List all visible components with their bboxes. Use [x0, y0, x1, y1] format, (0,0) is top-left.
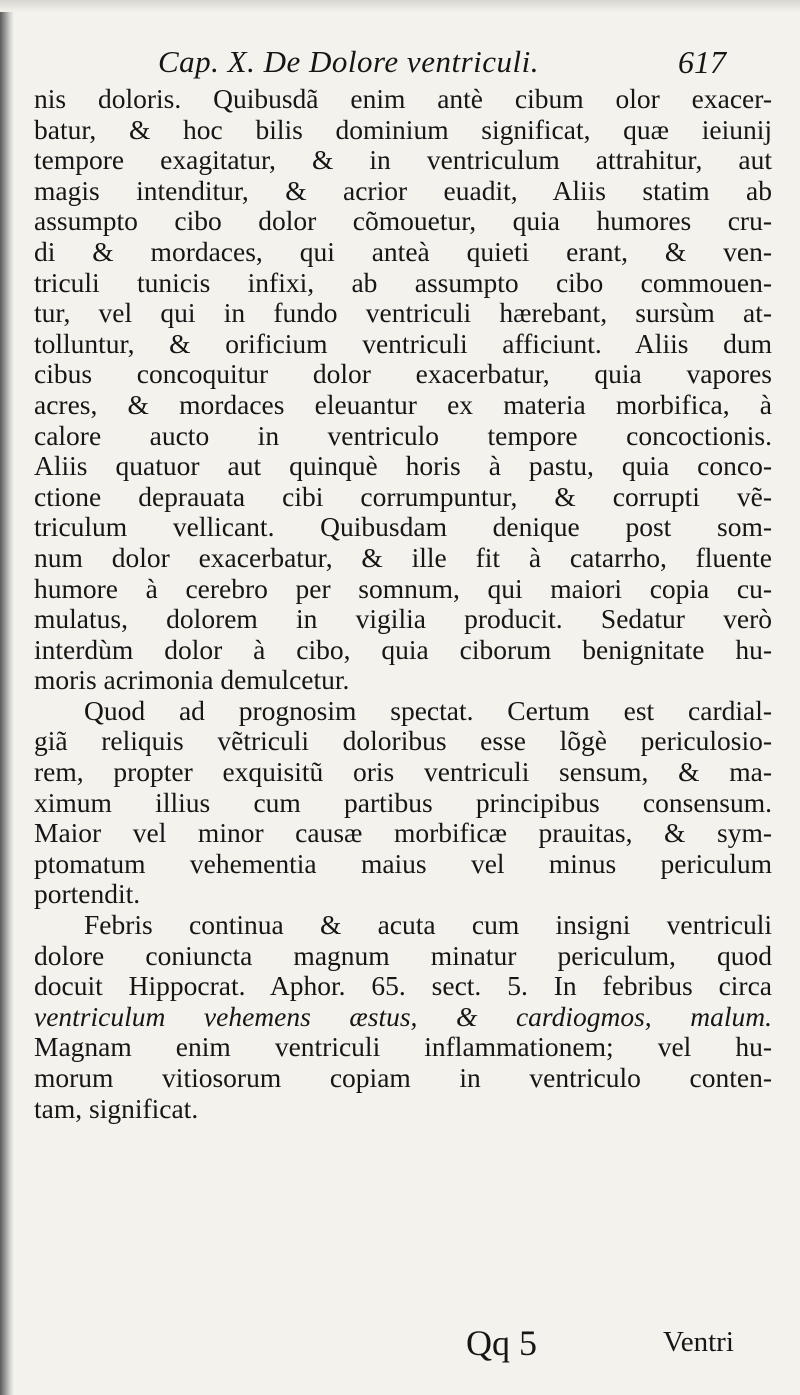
text-line: ximum illius cum partibus principibus consensum.	[34, 786, 772, 818]
running-head: Cap. X. De Dolore ventriculi.	[158, 44, 539, 79]
text-line: ventriculum vehemens æstus, & cardiogmos, malum.	[34, 1000, 772, 1032]
text-line: di & mordaces, qui anteà quieti erant, & ven-	[34, 235, 772, 267]
text-line: triculum vellicant. Quibusdam denique post som-	[34, 511, 772, 543]
text-line: Febris continua & acuta cum insigni ventriculi	[84, 909, 772, 941]
text-line: num dolor exacerbatur, & ille fit à catarrho, fluente	[34, 541, 772, 573]
text-line: Aliis quatuor aut quinquè horis à pastu, quia conco-	[34, 450, 772, 482]
page-footer	[0, 1318, 800, 1378]
signature-mark: Qq 5	[466, 1323, 537, 1363]
text-line: tolluntur, & orificium ventriculi afficiunt. Aliis dum	[34, 327, 772, 359]
page-header	[0, 38, 800, 88]
text-line: magis intenditur, & acrior euadit, Aliis statim ab	[34, 174, 772, 206]
text-line: calore aucto in ventriculo tempore concoctionis.	[34, 419, 772, 451]
text-line: triculi tunicis infixi, ab assumpto cibo commouen-	[34, 266, 772, 298]
text-line: tempore exagitatur, & in ventriculum attrahitur, aut	[34, 144, 772, 176]
page-number: 617	[678, 44, 726, 80]
text-line: Magnam enim ventriculi inflammationem; vel hu-	[34, 1031, 772, 1063]
text-body	[34, 84, 772, 1124]
text-line: humore à cerebro per somnum, qui maiori copia cu-	[34, 572, 772, 604]
page-top-shadow	[0, 0, 800, 12]
text-line: giã reliquis vẽtriculi doloribus esse lõgè periculosio-	[34, 725, 772, 757]
text-line: assumpto cibo dolor cõmouetur, quia humores cru-	[34, 205, 772, 237]
text-line: ctione deprauata cibi corrumpuntur, & corrupti vẽ-	[34, 480, 772, 512]
text-line: mulatus, dolorem in vigilia producit. Sedatur verò	[34, 603, 772, 635]
text-line: morum vitiosorum copiam in ventriculo conten-	[34, 1062, 772, 1093]
text-line: Quod ad prognosim spectat. Certum est cardial-	[84, 694, 772, 726]
text-line: acres, & mordaces eleuantur ex materia morbifica, à	[34, 388, 772, 420]
text-line: moris acrimonia demulcetur.	[34, 664, 350, 696]
text-line: docuit Hippocrat. Aphor. 65. sect. 5. In febribus circa	[34, 970, 772, 1002]
text-line: dolore coniuncta magnum minatur periculum, quod	[34, 939, 772, 971]
text-line: rem, propter exquisitũ oris ventriculi sensum, & ma-	[34, 756, 772, 788]
page-gutter-shadow	[0, 0, 14, 1395]
text-line: tur, vel qui in fundo ventriculi hærebant, sursùm at-	[34, 297, 772, 329]
text-line: Maior vel minor causæ morbificæ prauitas, & sym-	[34, 817, 772, 849]
text-line: cibus concoquitur dolor exacerbatur, quia vapores	[34, 358, 772, 390]
text-line: ptomatum vehementia maius vel minus periculum	[34, 847, 772, 879]
catchword: Ventri	[663, 1326, 734, 1358]
text-line: nis doloris. Quibusdã enim antè cibum olor exacer-	[34, 83, 772, 114]
text-line: batur, & hoc bilis dominium significat, quæ ieiunij	[34, 113, 772, 145]
text-line: portendit.	[34, 878, 141, 910]
text-line: tam, significat.	[34, 1092, 199, 1124]
text-line: interdùm dolor à cibo, quia ciborum benignitate hu-	[34, 633, 772, 665]
